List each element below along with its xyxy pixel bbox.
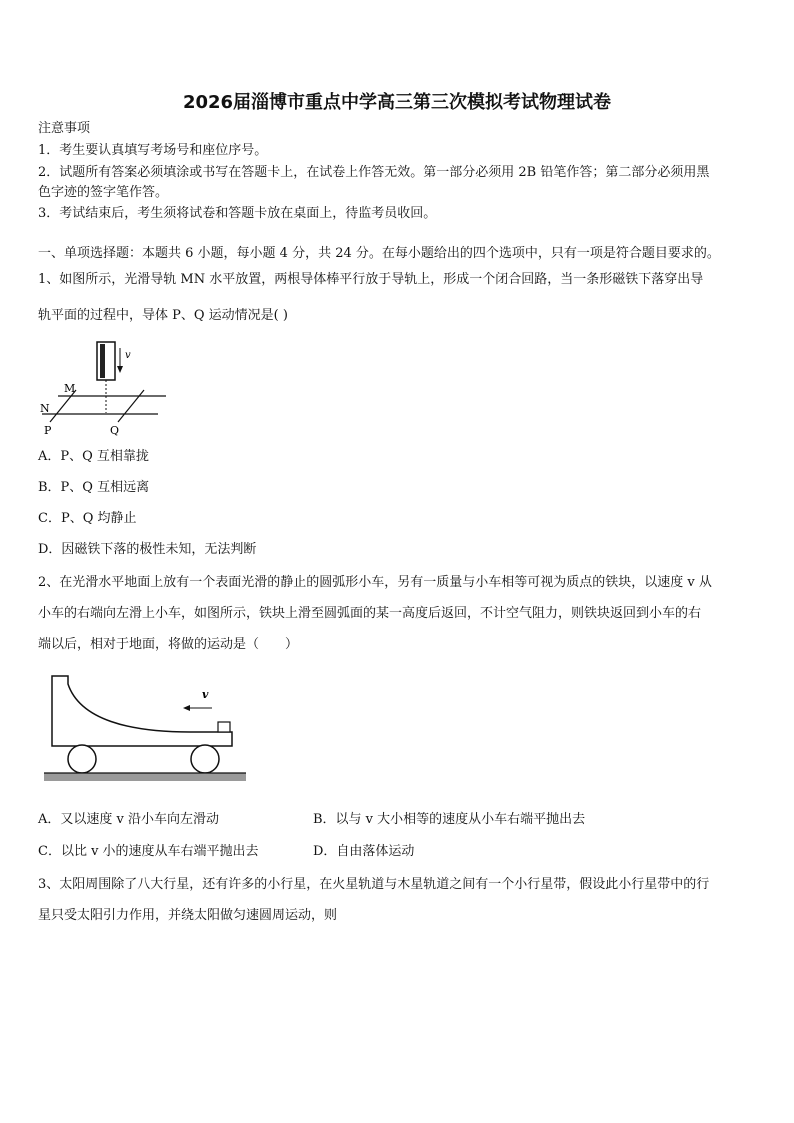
- option-d: D．因磁铁下落的极性未知，无法判断: [38, 542, 257, 557]
- section-heading: 一、单项选择题：本题共 6 小题，每小题 4 分，共 24 分。在每小题给出的四个选项中，只有一项是符合题目要求的。: [38, 246, 720, 261]
- question-1-text: 轨平面的过程中，导体 P、Q 运动情况是( ): [38, 308, 288, 323]
- ground: [44, 773, 246, 781]
- notice-item: 色字迹的签字笔作答。: [38, 185, 169, 200]
- wheel-right: [191, 745, 219, 773]
- page-title: 2026届淄博市重点中学高三第三次模拟考试物理试卷: [182, 92, 612, 113]
- magnet-half: [100, 344, 105, 378]
- question-2-text: 小车的右端向左滑上小车，如图所示，铁块上滑至圆弧面的某一高度后返回，不计空气阻力，则铁块返回到小车的右: [38, 606, 702, 621]
- question-2-text: 2、在光滑水平地面上放有一个表面光滑的静止的圆弧形小车，另有一质量与小车相等可视为质点的铁块，以速度 v 从: [38, 575, 712, 590]
- notice-heading: 注意事项: [38, 121, 91, 136]
- option-c: C．P、Q 均静止: [38, 511, 137, 526]
- option-d: D．自由落体运动: [313, 844, 415, 859]
- label-Q: Q: [110, 424, 120, 437]
- question-3-text: 3、太阳周围除了八大行星，还有许多的小行星，在火星轨道与木星轨道之间有一个小行星带，假设此小行星带中的行: [38, 877, 710, 892]
- velocity-label: v: [202, 688, 209, 701]
- label-P: P: [44, 424, 52, 437]
- notice-item: 3．考试结束后，考生须将试卷和答题卡放在桌面上，待监考员收回。: [38, 206, 437, 221]
- velocity-arrowhead: [117, 366, 123, 373]
- option-b: B．以与 v 大小相等的速度从小车右端平抛出去: [313, 812, 586, 827]
- notice-item: 2．试题所有答案必须填涂或书写在答题卡上，在试卷上作答无效。第一部分必须用 2B 铅笔作答；第二部分必须用黑: [38, 165, 710, 180]
- option-c: C．以比 v 小的速度从车右端平抛出去: [38, 844, 259, 859]
- option-a: A．P、Q 互相靠拢: [38, 449, 149, 464]
- question-1-text: 1、如图所示，光滑导轨 MN 水平放置，两根导体棒平行放于导轨上，形成一个闭合回路，当一条形磁铁下落穿出导: [38, 272, 704, 287]
- velocity-arrowhead: [183, 705, 190, 711]
- notice-item: 1．考生要认真填写考场号和座位序号。: [38, 143, 268, 158]
- label-M: M: [64, 382, 76, 395]
- velocity-label: v: [125, 350, 131, 361]
- magnet-rails-figure: [36, 338, 176, 438]
- curved-cart-figure: [40, 670, 250, 785]
- wheel-left: [68, 745, 96, 773]
- conductor-Q: [118, 390, 144, 422]
- bar-magnet: [97, 342, 115, 380]
- label-N: N: [40, 402, 50, 415]
- option-a: A．又以速度 v 沿小车向左滑动: [38, 812, 219, 827]
- cart-body: [52, 676, 232, 746]
- iron-block: [218, 722, 230, 732]
- option-b: B．P、Q 互相远离: [38, 480, 150, 495]
- question-3-text: 星只受太阳引力作用，并绕太阳做匀速圆周运动，则: [38, 908, 338, 923]
- question-2-text: 端以后，相对于地面，将做的运动是（ ）: [38, 637, 299, 652]
